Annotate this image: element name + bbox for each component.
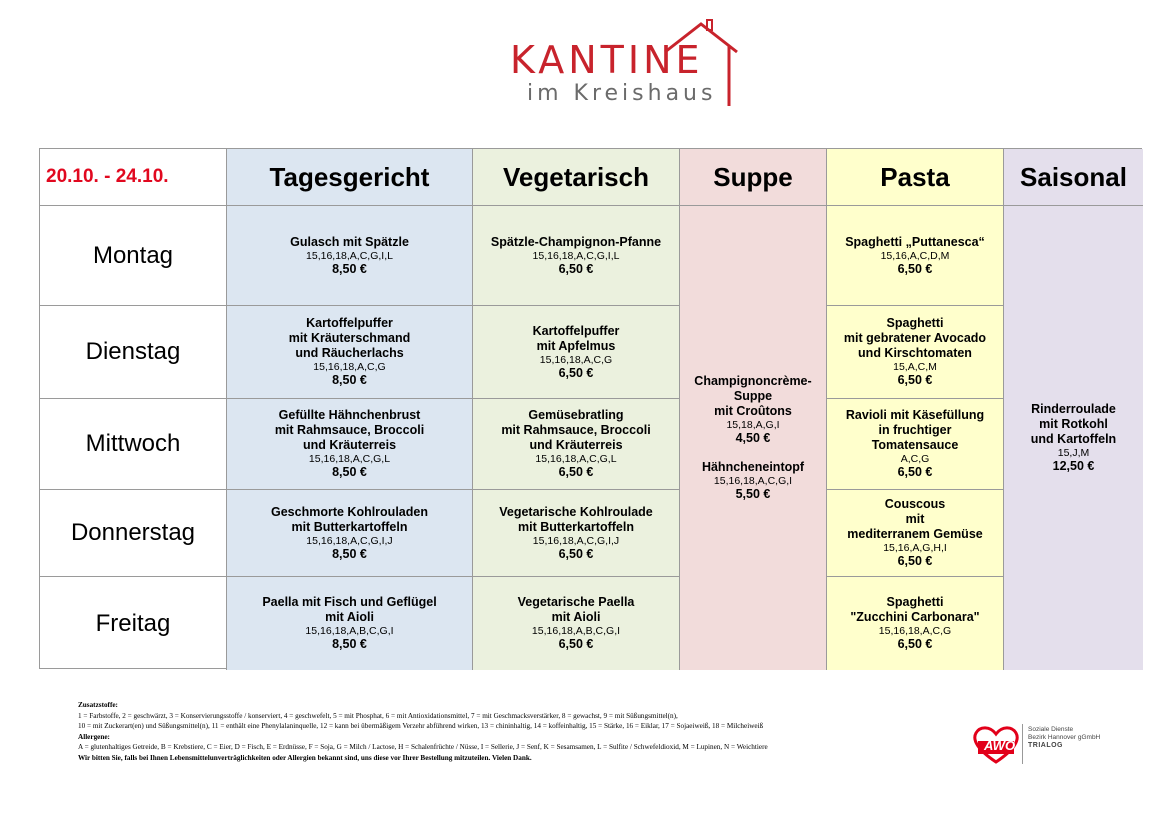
vegetarisch-cell (473, 206, 680, 306)
weekly-menu-table (39, 148, 1142, 669)
dish-allergens: 15,16,18,A,C,G,I (713, 475, 793, 487)
dish-price: 6,50 € (558, 546, 594, 561)
dish-allergens: 15,16,18,A,C,G,L (535, 453, 617, 465)
dish-price: 12,50 € (1052, 459, 1095, 473)
dish-line: Vegetarische Paella (517, 595, 635, 609)
dish-price: 6,50 € (897, 261, 933, 276)
dish-line: mit Kräuterschmand (288, 331, 411, 345)
pasta-cell (827, 306, 1004, 399)
dish-line: mit Butterkartoffeln (518, 519, 634, 534)
dish-price: 6,50 € (897, 373, 933, 387)
vegetarisch-cell (473, 306, 680, 399)
saisonal-cell (1004, 206, 1143, 670)
dish-line: mediterranem Gemüse (847, 527, 983, 541)
allergy-notice: Wir bitten Sie, falls bei Ihnen Lebensmittelunverträglichkeiten oder Allergien bekannt sind, uns diese vor Ihrer Bestellung mitzuteilen. Vielen Dank. (78, 753, 532, 762)
dish-allergens: 15,16,18,A,C,G,L (308, 453, 391, 465)
kantine-logo (505, 18, 745, 110)
dish-line: "Zucchini Carbonara" (850, 610, 980, 624)
day-label: Donnerstag (40, 490, 227, 577)
dish-allergens: 15,16,A,C,D,M (880, 249, 950, 262)
pasta-cell (827, 577, 1004, 670)
dish-allergens: 15,16,18,A,B,C,G,I (305, 625, 394, 637)
dish-line: Geschmorte Kohlrouladen (271, 504, 428, 519)
additives-line-1: 1 = Farbstoffe, 2 = geschwärzt, 3 = Konservierungsstoffe / konserviert, 4 = geschwefelt, 5 = mit Phosphat, 6 = mit Antioxidationsmittel, 7 = mit Geschmacksverstärker, 8 = gewachst, 9 = mit Süßungsmittel(n), (78, 711, 678, 720)
dish-price: 6,50 € (558, 465, 594, 479)
dish-line: Ravioli mit Käsefüllung (845, 408, 985, 422)
dish-price: 6,50 € (897, 554, 933, 568)
dish-line: Kartoffelpuffer (532, 323, 620, 338)
dish-line: mit Rotkohl (1039, 417, 1108, 431)
logo-subtitle: im Kreishaus (527, 81, 717, 106)
dish-price: 8,50 € (332, 373, 367, 387)
dish-line: mit (905, 512, 925, 526)
dish-line: mit Aioli (325, 610, 374, 624)
allergens-line: A = glutenhaltiges Getreide, B = Krebstiere, C = Eier, D = Fisch, E = Erdnüsse, F = Soja, G = Milch / Lactose, H = Schalenfrüchte / Nüsse, I = Sellerie, J = Senf, K = Sesamsamen, L = Sulfite / Schwefeldioxid, M = Lupinen, N = Weichtiere (78, 743, 768, 751)
dish-price: 6,50 € (897, 637, 933, 651)
dish-line: Spätzle-Champignon-Pfanne (490, 234, 662, 249)
dish-price: 8,50 € (332, 637, 367, 651)
dish-line: und Kirschtomaten (858, 346, 972, 360)
pasta-cell (827, 206, 1004, 306)
awo-logo (972, 722, 1132, 766)
dish-line: und Kräuterreis (529, 438, 623, 452)
allergens-title: Allergene: (78, 732, 110, 741)
dish-line: Spaghetti (886, 316, 944, 330)
awo-mark: AWO (984, 738, 1016, 753)
day-label: Mittwoch (40, 399, 227, 490)
additives-title: Zusatzstoffe: (78, 701, 118, 709)
dish-line: Hähncheneintopf (701, 460, 805, 474)
dish-line: Suppe (733, 389, 773, 403)
dish-allergens: 15,J,M (1057, 447, 1090, 459)
dish-line: Spaghetti (886, 595, 944, 609)
dish-line: und Räucherlachs (295, 346, 404, 360)
column-header: Suppe (680, 149, 827, 206)
day-label: Dienstag (40, 306, 227, 399)
vegetarisch-cell (473, 577, 680, 670)
dish-line: mit Aioli (551, 610, 601, 624)
awo-divider (1022, 724, 1023, 764)
tagesgericht-cell (227, 306, 473, 399)
dish-allergens: 15,16,18,A,C,G,I,J (306, 534, 393, 547)
pasta-cell (827, 490, 1004, 577)
dish-line: Kartoffelpuffer (306, 316, 393, 330)
suppe-cell (680, 206, 827, 670)
dish-price: 8,50 € (332, 261, 367, 276)
dish-price: 8,50 € (332, 465, 367, 479)
dish-line: Couscous (884, 497, 946, 511)
pasta-cell (827, 399, 1004, 490)
tagesgericht-cell (227, 490, 473, 577)
dish-price: 6,50 € (558, 365, 594, 380)
vegetarisch-cell (473, 399, 680, 490)
additives-line-2: 10 = mit Zuckerart(en) und Süßungsmittel(n), 11 = enthält eine Phenylalaninquelle, 12 = kann bei übermäßigem Verzehr abführend wirken, 13 = chininhaltig, 14 = koffeinhaltig, 15 = Stärke, 16 = Eiklar, 17 = Sojaeiweiß, 18 = Milcheiweiß (78, 722, 764, 730)
dish-allergens: A,C,G (900, 453, 930, 465)
dish-allergens: 15,16,18,A,C,G,I,L (306, 249, 393, 262)
dish-price: 5,50 € (735, 487, 771, 501)
dish-line: Tomatensauce (871, 438, 959, 452)
day-label: Montag (40, 206, 227, 306)
column-header: Saisonal (1004, 149, 1143, 206)
dish-allergens: 15,16,18,A,B,C,G,I (531, 625, 621, 637)
day-label: Freitag (40, 577, 227, 670)
dish-allergens: 15,A,C,M (893, 361, 937, 373)
dish-line: mit Apfelmus (536, 338, 616, 353)
dish-line: Champignoncrème- (694, 374, 812, 388)
dish-price: 8,50 € (332, 546, 367, 561)
tagesgericht-cell (227, 206, 473, 306)
dish-line: Spaghetti „Puttanesca“ (845, 234, 985, 249)
dish-allergens: 15,16,18,A,C,G (313, 361, 386, 373)
dish-line: mit gebratener Avocado (843, 331, 987, 345)
dish-line: Paella mit Fisch und Geflügel (262, 595, 437, 609)
logo-title: KANTINE (510, 38, 704, 82)
dish-allergens: 15,18,A,G,I (726, 419, 780, 431)
dish-price: 6,50 € (558, 637, 594, 651)
dish-line: und Kartoffeln (1030, 432, 1117, 446)
awo-org-name: Soziale Dienste Bezirk Hannover gGmbH (1028, 726, 1101, 741)
dish-line: Rinderroulade (1031, 402, 1116, 416)
dish-line: und Kräuterreis (302, 438, 397, 452)
dish-line: in fruchtiger (878, 423, 952, 437)
dish-line: Vegetarische Kohlroulade (499, 504, 653, 519)
dish-line: mit Rahmsauce, Broccoli (501, 423, 651, 437)
dish-price: 6,50 € (558, 261, 594, 276)
dish-line: Gefüllte Hähnchenbrust (278, 408, 421, 422)
dish-line: Gemüsebratling (528, 408, 624, 422)
dish-line: mit Croûtons (714, 404, 792, 418)
dish-allergens: 15,16,18,A,C,G (878, 625, 952, 637)
dish-line: Gulasch mit Spätzle (290, 234, 409, 249)
dish-price: 4,50 € (735, 431, 771, 445)
column-header: Vegetarisch (473, 149, 680, 206)
dish-price: 6,50 € (897, 465, 933, 479)
dish-line: mit Butterkartoffeln (291, 519, 408, 534)
vegetarisch-cell (473, 490, 680, 577)
awo-trialog: TRIALOG (1028, 742, 1063, 749)
dish-allergens: 15,16,A,G,H,I (883, 542, 947, 554)
legend-notes (78, 700, 768, 763)
dish-allergens: 15,16,18,A,C,G (539, 353, 613, 366)
tagesgericht-cell (227, 399, 473, 490)
column-header: Pasta (827, 149, 1004, 206)
tagesgericht-cell (227, 577, 473, 670)
date-range: 20.10. - 24.10. (40, 149, 227, 206)
dish-line: mit Rahmsauce, Broccoli (274, 423, 425, 437)
column-header: Tagesgericht (227, 149, 473, 206)
dish-allergens: 15,16,18,A,C,G,I,J (532, 534, 620, 547)
dish-allergens: 15,16,18,A,C,G,I,L (532, 249, 620, 262)
